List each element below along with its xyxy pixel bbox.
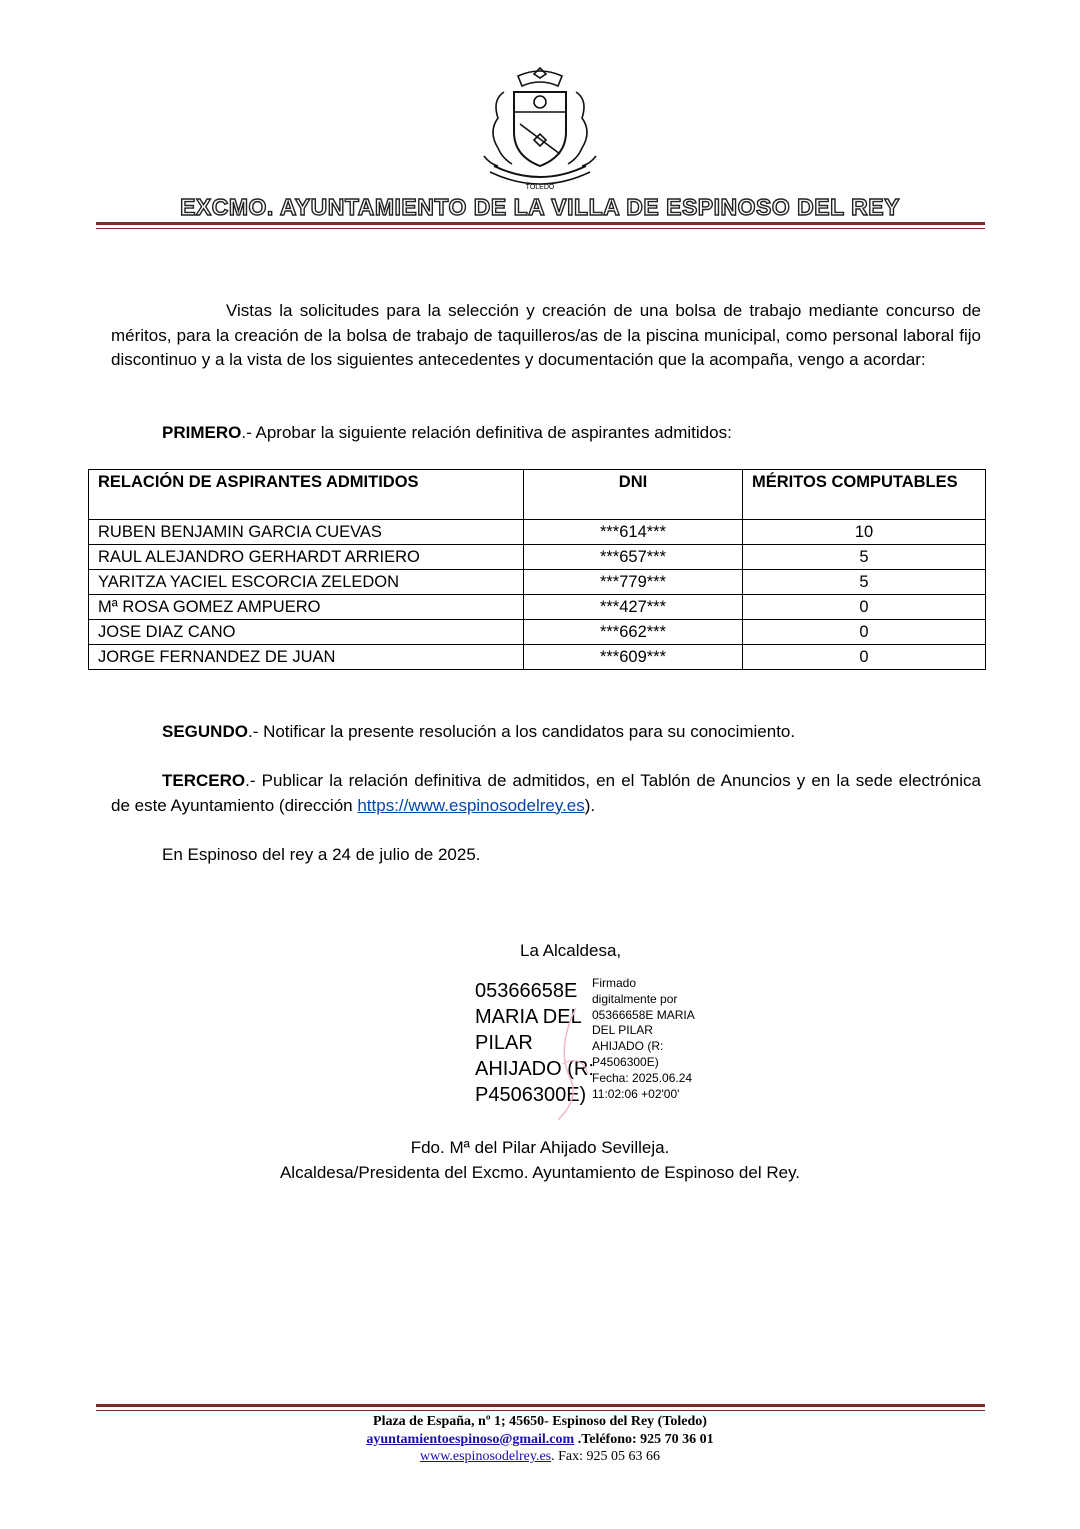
dni-cell: ***662*** — [524, 620, 743, 645]
dni-cell: ***427*** — [524, 595, 743, 620]
date-line: En Espinoso del rey a 24 de julio de 2025. — [162, 845, 481, 864]
signer-position: Alcaldesa/Presidenta del Excmo. Ayuntamiento de Espinoso del Rey. — [279, 1162, 801, 1182]
table-row — [89, 595, 986, 620]
organization-title: EXCMO. AYUNTAMIENTO DE LA VILLA DE ESPINOSO DEL REY — [180, 194, 900, 220]
signature-detail-line: 11:02:06 +02'00' — [592, 1086, 680, 1101]
tercero-after: ). — [584, 795, 596, 815]
applicant-name-cell: Mª ROSA GOMEZ AMPUERO — [89, 595, 524, 620]
applicant-name-cell: JORGE FERNANDEZ DE JUAN — [89, 645, 524, 670]
tercero-text: .- Publicar la relación definitiva de admitidos, en el Tablón de Anuncios y en la sede electrónica de este Ayuntamiento (dirección — [111, 771, 981, 815]
municipal-crest-logo — [474, 62, 606, 194]
footer-address: Plaza de España, nº 1; 45650- Espinoso del Rey (Toledo) — [373, 1414, 707, 1429]
primero-label: PRIMERO — [162, 423, 242, 442]
signature-name-line: AHIJADO (R: — [475, 1058, 594, 1080]
applicant-name-cell: YARITZA YACIEL ESCORCIA ZELEDON — [89, 570, 524, 595]
signature-detail-line: AHIJADO (R: — [592, 1039, 664, 1054]
merits-cell: 0 — [743, 595, 986, 620]
signature-detail-line: Firmado — [592, 976, 637, 990]
tercero-label: TERCERO — [162, 771, 246, 790]
header-dni: DNI — [524, 470, 743, 520]
crest-text: TOLEDO — [525, 184, 555, 191]
signature-title: La Alcaldesa, — [520, 941, 622, 960]
footer-email-link[interactable]: ayuntamientoespinoso@gmail.com — [366, 1431, 575, 1447]
signature-detail-line: digitalmente por — [592, 991, 678, 1006]
signature-detail-line: P4506300E) — [592, 1054, 659, 1069]
table-row — [89, 620, 986, 645]
table-row — [89, 645, 986, 670]
primero-text: .- Aprobar la siguiente relación definitiva de aspirantes admitidos: — [241, 423, 732, 442]
header-rule — [96, 222, 985, 225]
table-row — [89, 545, 986, 570]
dni-cell: ***614*** — [524, 520, 743, 545]
primero-paragraph — [162, 421, 732, 446]
signature-mark — [548, 1004, 598, 1124]
table-header-row — [89, 470, 986, 520]
applicant-name-cell: RAUL ALEJANDRO GERHARDT ARRIERO — [89, 545, 524, 570]
signature-name-line: 05366658E — [475, 980, 578, 1002]
segundo-paragraph — [162, 720, 795, 745]
signed-by: Fdo. Mª del Pilar Ahijado Sevilleja. — [410, 1138, 670, 1157]
table-row — [89, 520, 986, 545]
footer — [0, 1413, 1080, 1466]
signature-name-line: MARIA DEL — [475, 1006, 582, 1028]
footer-rule-thin — [96, 1410, 985, 1411]
merits-cell: 5 — [743, 545, 986, 570]
segundo-label: SEGUNDO — [162, 722, 248, 741]
dni-cell: ***657*** — [524, 545, 743, 570]
signature-detail-line: Fecha: 2025.06.24 — [592, 1070, 693, 1085]
website-link[interactable]: https://www.espinosodelrey.es — [357, 795, 585, 815]
signature-name-line: P4506300E) — [475, 1084, 587, 1106]
footer-fax: . Fax: 925 05 63 66 — [551, 1449, 661, 1464]
signature-detail-line: DEL PILAR — [592, 1023, 653, 1038]
footer-web-link[interactable]: www.espinosodelrey.es — [419, 1449, 552, 1464]
applicant-name-cell: JOSE DIAZ CANO — [89, 620, 524, 645]
header-name: RELACIÓN DE ASPIRANTES ADMITIDOS — [89, 470, 524, 520]
signature-detail-line: 05366658E MARIA — [592, 1007, 695, 1022]
applicant-name-cell: RUBEN BENJAMIN GARCIA CUEVAS — [89, 520, 524, 545]
signer-block — [0, 1136, 1080, 1185]
merits-cell: 0 — [743, 645, 986, 670]
admitted-applicants-table — [88, 469, 986, 670]
merits-cell: 5 — [743, 570, 986, 595]
footer-phone: .Teléfono: 925 70 36 01 — [574, 1431, 714, 1447]
signature-name-line: PILAR — [475, 1032, 533, 1054]
merits-cell: 10 — [743, 520, 986, 545]
header-rule-thin — [96, 228, 985, 229]
merits-cell: 0 — [743, 620, 986, 645]
table-row — [89, 570, 986, 595]
dni-cell: ***609*** — [524, 645, 743, 670]
intro-paragraph: Vistas la solicitudes para la selección y creación de una bolsa de trabajo mediante concurso de méritos, para la creación de la bolsa de trabajo de taquilleros/as de la piscina municipal, como personal laboral fijo discontinuo y a la vista de los siguientes antecedentes y documentación que la acompaña, vengo a acordar: — [111, 301, 981, 369]
dni-cell: ***779*** — [524, 570, 743, 595]
footer-rule — [96, 1404, 985, 1407]
signature-details — [592, 976, 695, 1102]
tercero-paragraph — [111, 769, 981, 818]
segundo-text: .- Notificar la presente resolución a los candidatos para su conocimiento. — [247, 722, 796, 741]
header-merits: MÉRITOS COMPUTABLES — [743, 470, 986, 520]
